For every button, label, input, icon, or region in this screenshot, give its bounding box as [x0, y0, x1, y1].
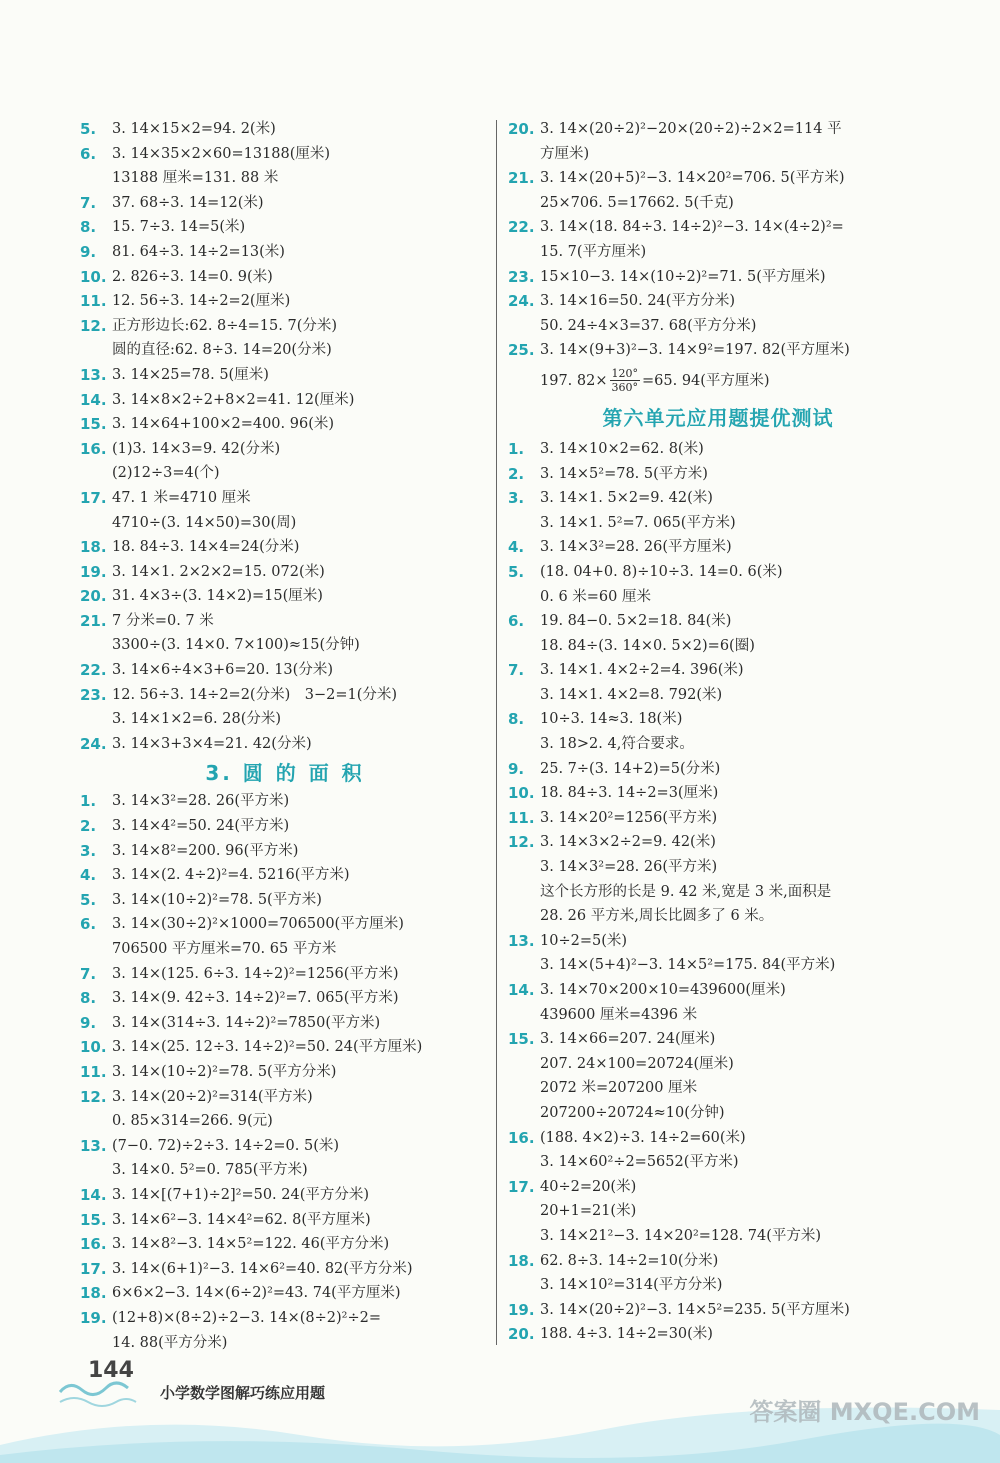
answer-line: 18. 84÷(3. 14×0. 5×2)=6(圈)	[540, 637, 755, 654]
answer-item	[80, 1183, 490, 1208]
answer-item	[508, 658, 928, 707]
answer-line: 3. 14×(10÷2)²=78. 5(平方分米)	[112, 1063, 337, 1080]
answer-line: 3. 14×(30÷2)²×1000=706500(平方厘米)	[112, 916, 404, 933]
answer-item	[80, 363, 490, 388]
answer-line: 3. 14×6÷4×3+6=20. 13(分米)	[112, 662, 333, 679]
answer-line: 0. 85×314=266. 9(元)	[112, 1113, 273, 1130]
question-number: 10.	[508, 784, 535, 803]
question-number: 2.	[80, 817, 97, 836]
answer-item	[80, 486, 490, 535]
answer-item	[508, 609, 928, 658]
answer-line: 0. 6 米=60 厘米	[540, 588, 651, 605]
answer-line: 3. 18>2. 4,符合要求。	[540, 736, 694, 753]
answer-item	[80, 412, 490, 437]
answer-line: 706500 平方厘米=70. 65 平方米	[112, 941, 337, 957]
answer-line: 3. 14×8²=200. 96(平方米)	[112, 842, 299, 859]
answer-item	[80, 1257, 490, 1282]
answer-line: (2)12÷3=4(个)	[112, 465, 220, 482]
answer-line: 3. 14×6²−3. 14×4²=62. 8(平方厘米)	[112, 1211, 371, 1228]
answer-line: 4710÷(3. 14×50)=30(周)	[112, 514, 297, 531]
answer-item	[508, 1027, 928, 1125]
question-number: 7.	[80, 193, 97, 212]
answer-line: 28. 26 平方米,周长比圆多了 6 米。	[540, 908, 774, 925]
answer-item	[508, 560, 928, 609]
question-number: 1.	[508, 439, 525, 458]
question-number: 21.	[508, 169, 535, 188]
answer-item	[508, 757, 928, 782]
answer-item	[80, 1208, 490, 1233]
question-number: 16.	[80, 439, 107, 458]
answer-item	[80, 1134, 490, 1183]
answer-line: 12. 56÷3. 14÷2=2(分米) 3−2=1(分米)	[112, 686, 398, 703]
answer-item	[80, 142, 490, 191]
answer-line: 3. 14×10²=314(平方分米)	[540, 1277, 723, 1294]
answer-item	[80, 609, 490, 658]
column-divider	[496, 120, 497, 1345]
answer-line: 3. 14×(20+5)²−3. 14×20²=706. 5(平方米)	[540, 170, 845, 187]
answer-list-unit6-test	[508, 437, 928, 1347]
answer-line: 19. 84−0. 5×2=18. 84(米)	[540, 613, 732, 630]
answer-item	[508, 486, 928, 535]
question-number: 7.	[80, 964, 97, 983]
answer-line: 3. 14×(10÷2)²=78. 5(平方米)	[112, 891, 322, 908]
question-number: 5.	[80, 890, 97, 909]
answer-item	[80, 1085, 490, 1134]
answer-line: 方厘米)	[540, 145, 590, 162]
question-number: 9.	[80, 1013, 97, 1032]
question-number: 14.	[508, 981, 535, 999]
answer-item	[508, 707, 928, 756]
answer-line: 3. 14×1. 5²=7. 065(平方米)	[540, 514, 736, 531]
answer-item	[80, 962, 490, 987]
answer-item	[80, 191, 490, 216]
left-column	[80, 117, 490, 1355]
answer-item	[80, 732, 490, 757]
answer-item	[80, 1232, 490, 1257]
watermark: 答案圈 MXQE.COM	[749, 1398, 980, 1426]
answer-line: 13188 厘米=131. 88 米	[112, 170, 279, 187]
answer-line: (12+8)×(8÷2)÷2−3. 14×(8÷2)²÷2=	[112, 1309, 382, 1326]
answer-line: 3. 14×(25. 12÷3. 14÷2)²=50. 24(平方厘米)	[112, 1039, 423, 1056]
answer-line: 3. 14×(20÷2)²=314(平方米)	[112, 1088, 313, 1105]
question-number: 20.	[508, 1325, 535, 1344]
answer-line: 3. 14×3×2÷2=9. 42(米)	[540, 834, 716, 851]
question-number: 9.	[508, 759, 525, 778]
fraction: $\frac{120^\circ}{360^\circ}$	[611, 367, 638, 395]
answer-item	[508, 215, 928, 264]
answer-item	[80, 535, 490, 560]
answer-line: 3. 14×16=50. 24(平方分米)	[540, 293, 736, 310]
question-number: 16.	[508, 1128, 535, 1147]
question-number: 5.	[80, 120, 97, 138]
answer-item	[508, 929, 928, 978]
answer-line: 15×10−3. 14×(10÷2)²=71. 5(平方厘米)	[540, 268, 826, 285]
answer-line: (18. 04+0. 8)÷10÷3. 14=0. 6(米)	[540, 563, 783, 580]
answer-line: 3. 14×(5+4)²−3. 14×5²=175. 84(平方米)	[540, 957, 836, 974]
question-number: 2.	[508, 464, 525, 483]
answer-line: 25×706. 5=17662. 5(千克)	[540, 194, 734, 211]
answer-line: 20+1=21(米)	[540, 1203, 637, 1220]
answer-line: 37. 68÷3. 14=12(米)	[112, 194, 264, 211]
answer-line: 3. 14×20²=1256(平方米)	[540, 809, 718, 826]
answer-line: 18. 84÷3. 14×4=24(分米)	[112, 539, 300, 556]
question-number: 1.	[80, 792, 97, 811]
answer-line: 81. 64÷3. 14÷2=13(米)	[112, 243, 285, 260]
right-column	[508, 117, 928, 1347]
question-number: 4.	[80, 866, 97, 885]
question-number: 24.	[508, 292, 535, 311]
answer-line: (1)3. 14×3=9. 42(分米)	[112, 440, 281, 457]
answer-line: 47. 1 米=4710 厘米	[112, 489, 251, 506]
question-number: 13.	[80, 365, 107, 384]
answer-line: 3. 14×3²=28. 26(平方厘米)	[540, 539, 732, 556]
answer-line: 207. 24×100=20724(厘米)	[540, 1055, 734, 1072]
answer-line: 3. 14×(125. 6÷3. 14÷2)²=1256(平方米)	[112, 965, 399, 982]
answer-line: (188. 4×2)÷3. 14÷2=60(米)	[540, 1129, 746, 1146]
answer-item	[80, 789, 490, 814]
answer-line: 3. 14×25=78. 5(厘米)	[112, 366, 269, 383]
answer-item	[80, 814, 490, 839]
answer-item	[508, 437, 928, 462]
question-number: 5.	[508, 562, 525, 581]
answer-line: 3. 14×0. 5²=0. 785(平方米)	[112, 1162, 308, 1179]
question-number: 8.	[80, 218, 97, 237]
answer-line: 3. 14×1. 4×2÷2=4. 396(米)	[540, 662, 744, 679]
question-number: 18.	[80, 1284, 107, 1303]
answer-line: 3. 14×15×2=94. 2(米)	[112, 121, 276, 137]
answer-item	[508, 830, 928, 928]
answer-line: 3. 14×(9+3)²−3. 14×9²=197. 82(平方厘米)	[540, 342, 850, 359]
answer-line: 3. 14×(20÷2)²−3. 14×5²=235. 5(平方厘米)	[540, 1301, 850, 1318]
answer-line: 3. 14×(6+1)²−3. 14×6²=40. 82(平方分米)	[112, 1260, 413, 1277]
fraction-expression: 197. 82× $\frac{120^\circ}{360^\circ}$ =65. 94(平方厘米)	[540, 367, 770, 395]
question-number: 11.	[80, 292, 107, 311]
answer-line: 12. 56÷3. 14÷2=2(厘米)	[112, 293, 291, 310]
answer-line: 3. 14×3+3×4=21. 42(分米)	[112, 735, 312, 752]
question-number: 19.	[80, 562, 107, 581]
answer-line: 439600 厘米=4396 米	[540, 1006, 698, 1023]
answer-item-25-fraction-line	[508, 363, 928, 399]
question-number: 11.	[80, 1062, 107, 1081]
answer-line: 正方形边长:62. 8÷4=15. 7(分米)	[112, 317, 338, 334]
answer-line: 3. 14×64+100×2=400. 96(米)	[112, 416, 335, 433]
answer-line: 2072 米=207200 厘米	[540, 1080, 698, 1097]
question-number: 8.	[80, 989, 97, 1008]
answer-item	[80, 117, 490, 142]
answer-item	[508, 978, 928, 1027]
answer-line: 3. 14×(20÷2)²−20×(20÷2)÷2×2=114 平	[540, 121, 842, 137]
answer-line: 3. 14×35×2×60=13188(厘米)	[112, 145, 331, 162]
question-number: 17.	[508, 1177, 535, 1196]
question-number: 3.	[508, 489, 525, 508]
answer-line: 14. 88(平方分米)	[112, 1334, 228, 1351]
answer-item	[508, 1126, 928, 1175]
answer-line: 3. 14×66=207. 24(厘米)	[540, 1031, 716, 1048]
question-number: 11.	[508, 808, 535, 827]
answer-list-circle-area	[80, 789, 490, 1355]
answer-item	[508, 117, 928, 166]
question-number: 14.	[80, 390, 107, 409]
answer-line: 3. 14×[(7+1)÷2]²=50. 24(平方分米)	[112, 1186, 370, 1203]
answer-line: 10÷2=5(米)	[540, 932, 628, 949]
answer-line: 3. 14×1. 2×2×2=15. 072(米)	[112, 563, 325, 580]
answer-line: 3. 14×10×2=62. 8(米)	[540, 440, 704, 457]
answer-line: 25. 7÷(3. 14+2)=5(分米)	[540, 760, 721, 777]
answer-item	[508, 535, 928, 560]
answer-item	[508, 1322, 928, 1347]
answer-line: 188. 4÷3. 14÷2=30(米)	[540, 1326, 713, 1343]
question-number: 21.	[80, 611, 107, 630]
question-number: 6.	[80, 915, 97, 934]
question-number: 19.	[508, 1300, 535, 1319]
question-number: 20.	[508, 120, 535, 138]
answer-item	[508, 806, 928, 831]
answer-line: 6×6×2−3. 14×(6÷2)²=43. 74(平方厘米)	[112, 1285, 401, 1302]
answer-item	[80, 437, 490, 486]
question-number: 22.	[508, 218, 535, 237]
question-number: 9.	[80, 242, 97, 261]
answer-item	[508, 1298, 928, 1323]
question-number: 6.	[508, 612, 525, 631]
answer-item	[80, 986, 490, 1011]
answer-line: 3. 14×1. 4×2=8. 792(米)	[540, 686, 723, 703]
answer-line: 3. 14×3²=28. 26(平方米)	[112, 793, 290, 810]
answer-line: 这个长方形的长是 9. 42 米,宽是 3 米,面积是	[540, 883, 832, 900]
answer-item	[80, 215, 490, 240]
question-number: 23.	[80, 685, 107, 704]
answer-item	[80, 240, 490, 265]
question-number: 24.	[80, 734, 107, 753]
question-number: 17.	[80, 488, 107, 507]
answer-item	[80, 1306, 490, 1355]
answer-line: 50. 24÷4×3=37. 68(平方分米)	[540, 317, 757, 334]
answer-line: 2. 826÷3. 14=0. 9(米)	[112, 268, 273, 285]
section-title-unit6-test: 第六单元应用题提优测试	[602, 405, 834, 430]
question-number: 16.	[80, 1235, 107, 1254]
answer-item	[508, 338, 928, 363]
question-number: 12.	[508, 833, 535, 852]
question-number: 19.	[80, 1308, 107, 1327]
question-number: 14.	[80, 1185, 107, 1204]
answer-item	[80, 1011, 490, 1036]
answer-line: 3. 14×3²=28. 26(平方米)	[540, 859, 718, 876]
answer-item	[80, 289, 490, 314]
question-number: 12.	[80, 316, 107, 335]
answer-line: 3. 14×60²÷2=5652(平方米)	[540, 1154, 739, 1171]
answer-line: 3. 14×1×2=6. 28(分米)	[112, 711, 282, 728]
answer-line: 62. 8÷3. 14÷2=10(分米)	[540, 1252, 719, 1269]
answer-item	[80, 683, 490, 732]
answer-line: 3. 14×5²=78. 5(平方米)	[540, 465, 708, 482]
answer-item	[80, 888, 490, 913]
answer-line: 31. 4×3÷(3. 14×2)=15(厘米)	[112, 588, 323, 605]
section-title-circle-area: 3. 圆 的 面 积	[205, 761, 365, 786]
answer-item	[508, 1175, 928, 1249]
answer-item	[80, 388, 490, 413]
answer-line: 15. 7÷3. 14=5(米)	[112, 219, 246, 236]
answer-item	[508, 462, 928, 487]
answer-line: 3. 14×(314÷3. 14÷2)²=7850(平方米)	[112, 1014, 381, 1031]
answer-line: 圆的直径:62. 8÷3. 14=20(分米)	[112, 342, 332, 359]
page-footer	[0, 1350, 1000, 1463]
answer-line: 3. 14×21²−3. 14×20²=128. 74(平方米)	[540, 1227, 822, 1244]
answer-line: 3300÷(3. 14×0. 7×100)≈15(分钟)	[112, 637, 360, 654]
question-number: 12.	[80, 1087, 107, 1106]
question-number: 10.	[80, 267, 107, 286]
question-number: 6.	[80, 144, 97, 163]
answer-line: 15. 7(平方厘米)	[540, 243, 647, 260]
answer-item	[80, 560, 490, 585]
answer-line: 7 分米=0. 7 米	[112, 612, 214, 629]
answer-item	[508, 781, 928, 806]
question-number: 18.	[508, 1251, 535, 1270]
answer-item	[80, 863, 490, 888]
answer-item	[80, 265, 490, 290]
answer-line: 3. 14×(9. 42÷3. 14÷2)²=7. 065(平方米)	[112, 990, 399, 1007]
page-number: 144	[88, 1358, 134, 1383]
answer-line: 3. 14×8×2÷2+8×2=41. 12(厘米)	[112, 391, 355, 408]
answer-item	[80, 912, 490, 961]
answer-item	[508, 265, 928, 290]
question-number: 3.	[80, 841, 97, 860]
answer-line: 40÷2=20(米)	[540, 1178, 637, 1195]
question-number: 13.	[508, 931, 535, 950]
question-number: 13.	[80, 1136, 107, 1155]
answer-line: 207200÷20724≈10(分钟)	[540, 1104, 725, 1121]
answer-line: 3. 14×1. 5×2=9. 42(米)	[540, 490, 713, 507]
answer-line: 3. 14×70×200×10=439600(厘米)	[540, 982, 786, 998]
answer-line: 3. 14×(2. 4÷2)²=4. 5216(平方米)	[112, 867, 350, 884]
question-number: 18.	[80, 538, 107, 557]
answer-list-circle-area-continued	[508, 117, 928, 363]
answer-item	[508, 1249, 928, 1298]
answer-line: 3. 14×8²−3. 14×5²=122. 46(平方分米)	[112, 1236, 390, 1253]
answer-item	[80, 584, 490, 609]
question-number: 23.	[508, 267, 535, 286]
question-number: 22.	[80, 661, 107, 680]
answer-item	[80, 314, 490, 363]
answer-line: 18. 84÷3. 14÷2=3(厘米)	[540, 785, 719, 802]
answer-item	[508, 166, 928, 215]
question-number: 17.	[80, 1259, 107, 1278]
answer-item	[80, 1281, 490, 1306]
question-number: 7.	[508, 661, 525, 680]
question-number: 25.	[508, 341, 535, 360]
answer-item	[80, 1035, 490, 1060]
answer-item	[508, 289, 928, 338]
question-number: 10.	[80, 1038, 107, 1057]
answer-item	[80, 839, 490, 864]
question-number: 15.	[80, 415, 107, 434]
answer-line: 10÷3. 14≈3. 18(米)	[540, 711, 683, 728]
answer-line: 3. 14×(18. 84÷3. 14÷2)²−3. 14×(4÷2)²=	[540, 219, 844, 236]
answer-item	[80, 1060, 490, 1085]
book-title: 小学数学图解巧练应用题	[160, 1384, 326, 1402]
question-number: 20.	[80, 587, 107, 606]
answer-list-circle-circumference	[80, 117, 490, 756]
answer-line: (7−0. 72)÷2÷3. 14÷2=0. 5(米)	[112, 1137, 340, 1154]
answer-item	[80, 658, 490, 683]
answer-line: 3. 14×4²=50. 24(平方米)	[112, 818, 290, 835]
question-number: 15.	[80, 1210, 107, 1229]
question-number: 15.	[508, 1030, 535, 1049]
question-number: 4.	[508, 538, 525, 557]
question-number: 8.	[508, 710, 525, 729]
